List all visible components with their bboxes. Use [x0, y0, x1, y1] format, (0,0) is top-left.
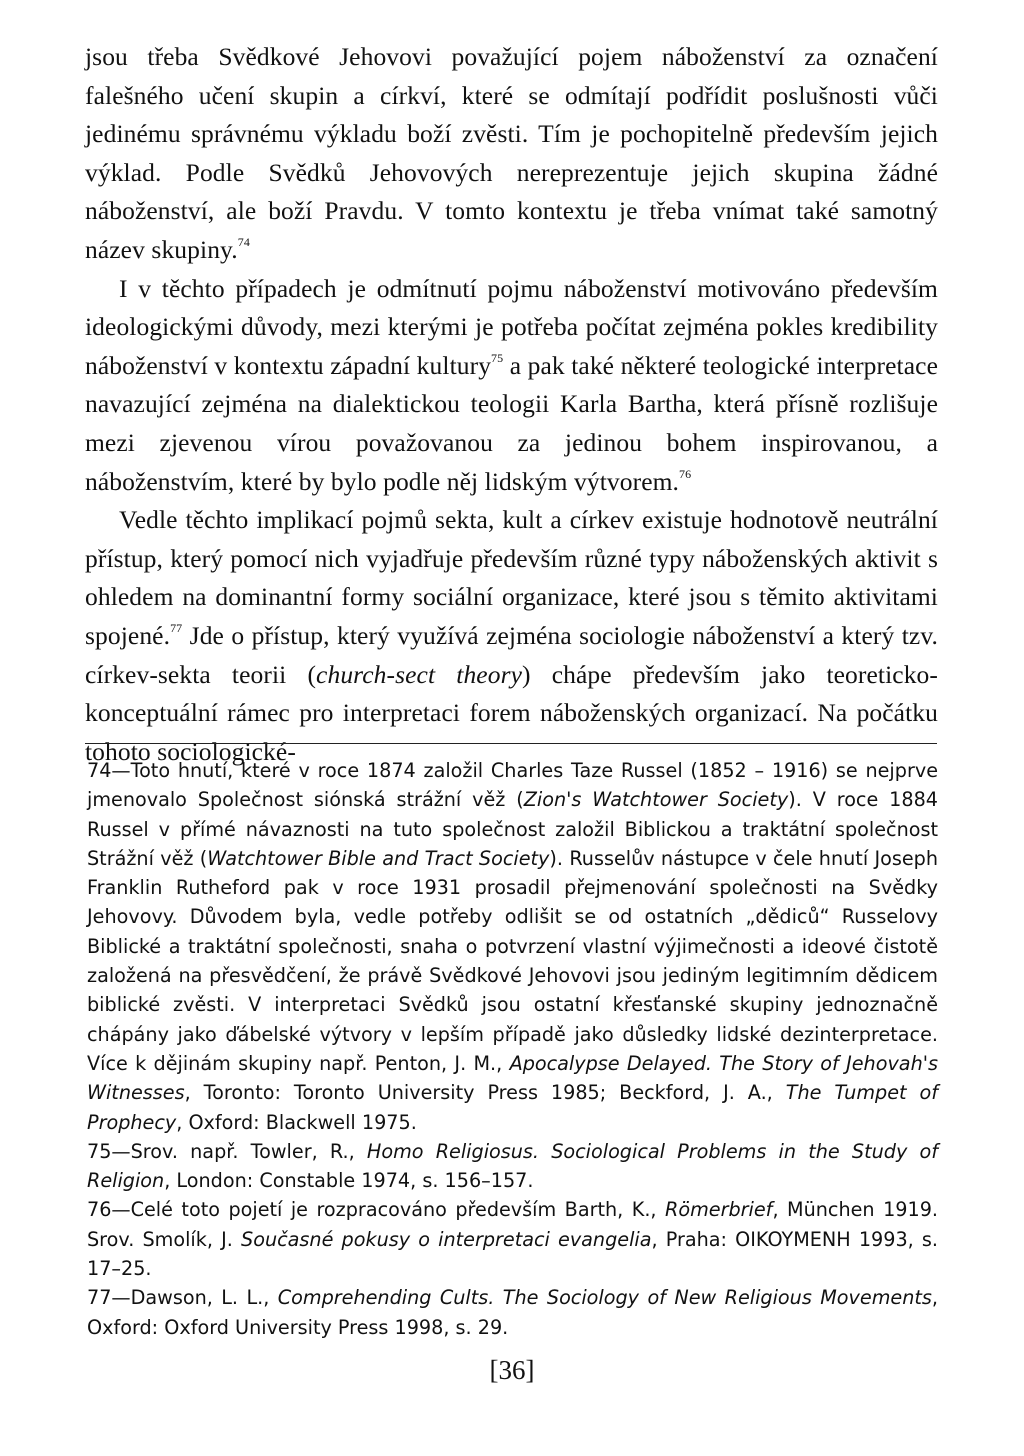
footnote-76-italic-2: Současné pokusy o interpretaci evangelia — [241, 1227, 652, 1251]
footnote-77-marker: 77— — [87, 1286, 131, 1310]
footnote-76-text-3: , Praha: OIKOYMENH 1993, s. 17–25. — [87, 1227, 939, 1281]
footnote-74-italic-1: Zion's Watchtower Society — [523, 788, 789, 812]
paragraph-2-text-a: I v těchto případech je odmítnutí pojmu náboženství motivováno především ideologickými důvody, mezi kterými je potřeba počítat zejména pokles kredibility náboženství v kontextu západní kultury — [85, 273, 938, 380]
footnote-76 — [87, 1195, 938, 1283]
footnote-75-text-2: , London: Constable 1974, s. 156–157. — [164, 1169, 534, 1193]
footnote-74-text-4: , Toronto: Toronto University Press 1985; Beckford, J. A., — [184, 1081, 786, 1105]
footnote-75-marker: 75— — [87, 1139, 131, 1163]
footnotes — [87, 756, 938, 1342]
footnote-ref-76[interactable]: 76 — [679, 467, 692, 482]
paragraph-3-text-a: Vedle těchto implikací pojmů sekta, kult a církev existuje hodnotově neutrální přístup, který pomocí nich vyjadřuje především různé typy náboženských aktivit s ohledem na dominantní formy sociální organizace, které jsou s těmito aktivitami spojené. — [85, 505, 938, 650]
footnote-77-text-2: , Oxford: Oxford University Press 1998, s. 29. — [87, 1286, 938, 1339]
main-text — [85, 38, 938, 771]
footnote-74-italic-2: Watchtower Bible and Tract Society — [207, 846, 550, 870]
footnote-separator — [85, 743, 937, 744]
footnote-76-text-1: Celé toto pojetí je rozpracováno především Barth, K., — [130, 1198, 666, 1222]
footnote-ref-75[interactable]: 75 — [491, 351, 504, 366]
footnote-76-text-2: , München 1919. Srov. Smolík, J. — [87, 1198, 938, 1251]
footnote-74-italic-3: Apocalypse Delayed. The Story of Jehovah's Witnesses — [87, 1051, 938, 1105]
footnote-75 — [87, 1137, 938, 1196]
footnote-77 — [87, 1283, 938, 1342]
paragraph-3-italic-term: church-sect theory — [316, 659, 523, 689]
paragraph-3 — [85, 501, 938, 771]
footnote-77-italic-1: Comprehending Cults. The Sociology of New Religious Movements — [277, 1286, 932, 1310]
footnote-77-text-1: Dawson, L. L., — [130, 1286, 278, 1310]
footnote-74-italic-4: The Tumpet of Prophecy — [87, 1081, 939, 1134]
paragraph-1 — [85, 38, 938, 270]
footnote-74-text-1: Toto hnutí, které v roce 1874 založil Charles Taze Russel (1852 – 1916) se nejprve jmenovalo Společnost siónská strážní věž ( — [87, 759, 938, 812]
footnote-74 — [87, 756, 938, 1137]
footnote-ref-77[interactable]: 77 — [170, 621, 183, 636]
footnote-74-text-3: ). Russelův nástupce v čele hnutí Joseph Franklin Rutheford pak v roce 1931 prosadil přejmenování společnosti na Svědky Jehovovy. Důvodem byla, vedle potřeby odlišit se od ostatních „dědiců“ Russelovy Biblické a traktátní společnosti, snaha o potvrzení vlastní výjimečnosti a ideové čistotě založená na přesvědčení, že právě Svědkové Jehovovi jsou jediným legitimním dědicem biblické zvěsti. V interpretaci Svědků jsou ostatní křesťanské skupiny jednoznačně chápány jako ďábelské výtvory v lepším případě jako důsledky lidské dezinterpretace. Více k dějinám skupiny např. Penton, J. M., — [87, 846, 938, 1075]
footnote-75-text-1: Srov. např. Towler, R., — [130, 1139, 367, 1163]
footnote-74-marker: 74— — [87, 759, 131, 782]
paragraph-2 — [85, 270, 938, 502]
paragraph-3-text-c: ) chápe především jako teoreticko-konceptuální rámec pro interpretaci forem náboženských organizací. Na počátku tohoto sociologické- — [85, 659, 938, 766]
footnote-74-text-2: ). V roce 1884 Russel v přímé návaznosti na tuto společnost založil Biblickou a traktátní společnost Strážní věž ( — [87, 788, 939, 870]
paragraph-1-text: jsou třeba Svědkové Jehovovi považující pojem náboženství za označení falešného učení skupin a církví, které se odmítají podřídit poslušnosti vůči jedinému správnému výkladu boží zvěsti. Tím je pochopitelně především jejich výklad. Podle Svědků Jehovových nereprezentuje jejich skupina žádné náboženství, ale boží Pravdu. V tomto kontextu je třeba vnímat také samotný název skupiny. — [85, 42, 938, 264]
footnote-76-marker: 76— — [87, 1198, 131, 1222]
footnote-75-italic-1: Homo Religiosus. Sociological Problems in the Study of Religion — [87, 1139, 938, 1193]
footnote-ref-74[interactable]: 74 — [237, 235, 250, 250]
paragraph-3-text-b: Jde o přístup, který využívá zejména sociologie náboženství a který tzv. církev-sekta teorii ( — [85, 620, 938, 689]
footnote-74-text-5: , Oxford: Blackwell 1975. — [176, 1110, 417, 1134]
footnote-76-italic-1: Römerbrief — [665, 1198, 773, 1222]
page-number: [36] — [489, 1355, 535, 1385]
paragraph-2-text-b: a pak také některé teologické interpretace navazující zejména na dialektickou teologii Karla Bartha, která přísně rozlišuje mezi zjevenou vírou považovanou za jedinou bohem inspirovanou, a náboženstvím, které by bylo podle něj lidským výtvorem. — [85, 350, 938, 496]
